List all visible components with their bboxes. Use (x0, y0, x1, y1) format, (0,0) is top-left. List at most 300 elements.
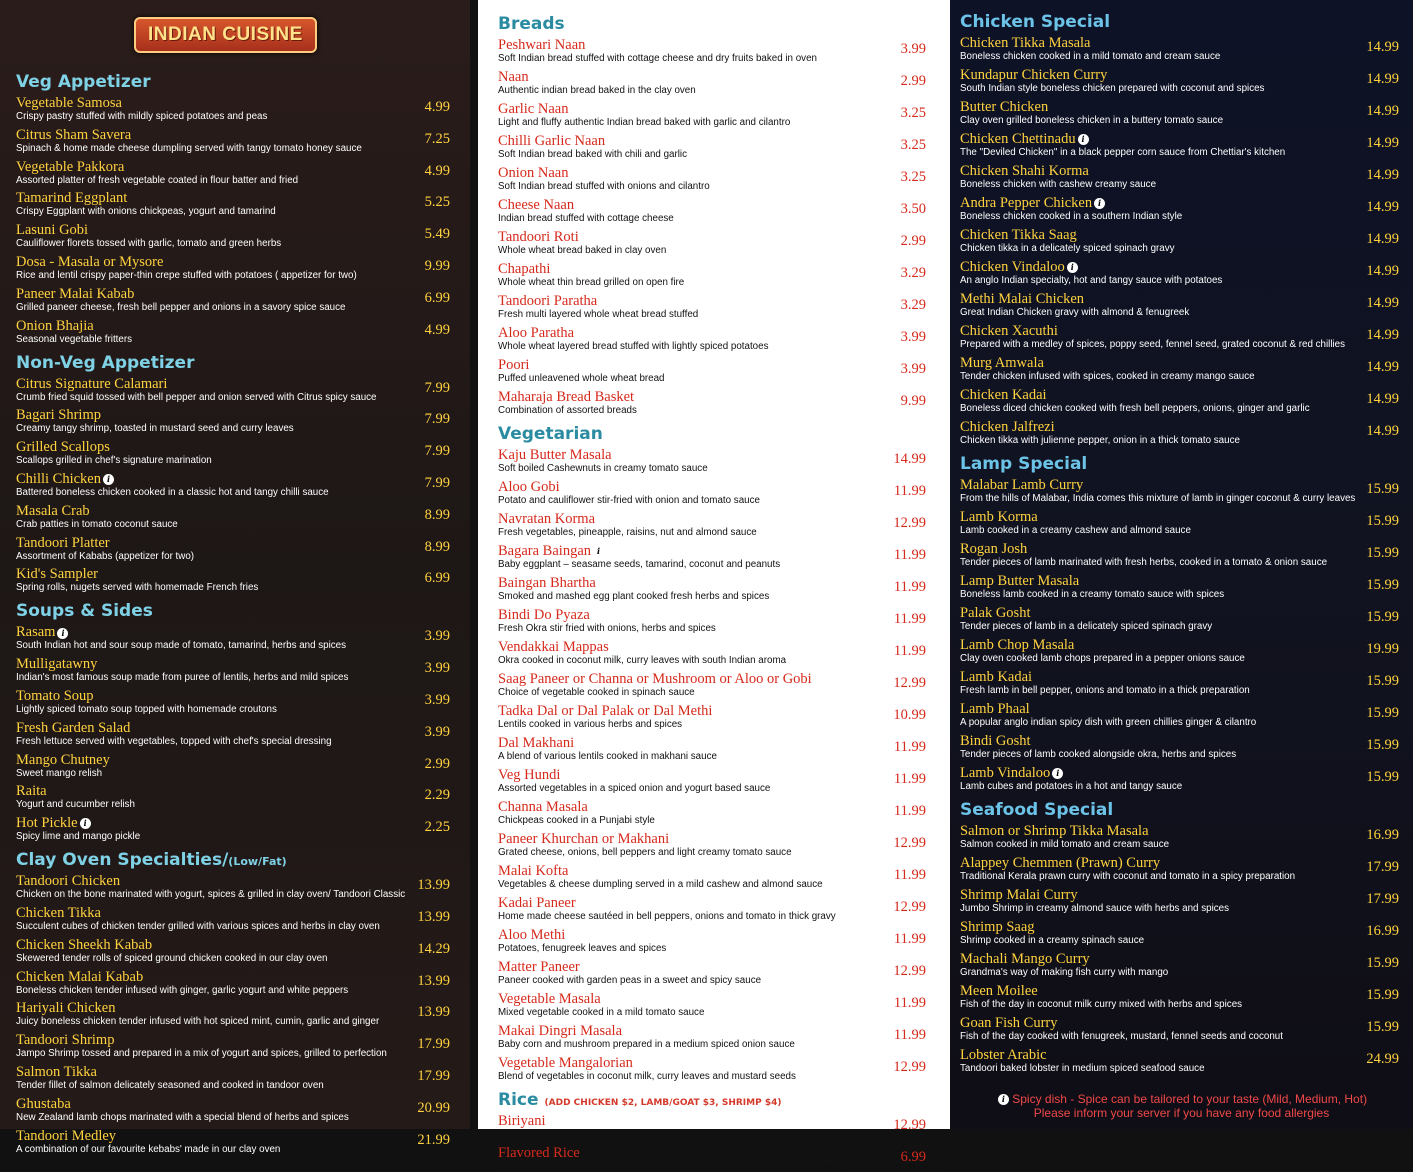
menu-item (498, 512, 930, 538)
dish-description: Assorted platter of fresh vegetable coated in flour batter and fried (16, 174, 299, 186)
menu-item (16, 504, 454, 530)
dish-price: 15.99 (1366, 577, 1399, 593)
spicy-note-line (960, 1092, 1403, 1106)
dish-name-line (498, 230, 878, 245)
dish-name-line (960, 984, 1351, 999)
section-title (16, 850, 454, 870)
dish-price: 11.99 (893, 611, 926, 627)
dish-price: 15.99 (1366, 513, 1399, 529)
dish-description: Vegetables & cheese dumpling served in a mild cashew and almond sauce (498, 879, 823, 890)
dish-description: Chickpeas cooked in a Punjabi style (498, 815, 655, 826)
dish-description: Boneless chicken cooked in a southern Indian style (960, 211, 1183, 222)
logo-area (16, 6, 454, 64)
dish-name: Shrimp Saag (960, 919, 1035, 935)
dish-description: Whole wheat thin bread grilled on open fire (498, 277, 685, 288)
menu-item (960, 574, 1403, 600)
menu-item (16, 160, 454, 186)
dish-description: Tender pieces of lamb in a delicately spiced spinach gravy (960, 621, 1213, 632)
dish-name: Lamb Kadai (960, 669, 1033, 685)
dish-name: Mulligatawny (16, 656, 98, 673)
dish-price: 14.99 (1366, 71, 1399, 87)
dish-price: 3.29 (900, 265, 926, 281)
dish-name-line (498, 70, 878, 85)
section-non-veg-appetizer (16, 353, 454, 594)
dish-name-line (960, 478, 1351, 493)
dish-name: Hot Pickle (16, 815, 78, 832)
dish-name: Tandoori Roti (498, 229, 579, 245)
dish-name: Chicken Malai Kabab (16, 968, 144, 985)
section-title (960, 12, 1403, 32)
dish-name-line (960, 888, 1351, 903)
dish-name-line (498, 198, 878, 213)
dish-description: Boneless chicken tender infused with ginger, garlic yogurt and white peppers (16, 984, 349, 996)
section-title-text: Non-Veg Appetizer (16, 352, 195, 373)
menu-item (16, 784, 454, 810)
dish-name: Flavored Rice (498, 1145, 580, 1161)
dish-description: Shrimp cooked in a creamy spinach sauce (960, 935, 1145, 946)
dish-description: Assorted vegetables in a spiced onion and yogurt based sauce (498, 783, 771, 794)
dish-price: 13.99 (417, 1004, 450, 1021)
dish-price: 11.99 (893, 579, 926, 595)
dish-price: 14.99 (1366, 423, 1399, 439)
dish-name-line (16, 753, 402, 768)
dish-price: 14.99 (893, 451, 926, 467)
dish-description: Fish of the day cooked with fenugreek, mustard, fennel seeds and coconut (960, 1031, 1283, 1042)
menu-item (960, 164, 1403, 190)
dish-price: 2.99 (900, 73, 926, 89)
dish-description: Fresh multi layered whole wheat bread stuffed (498, 309, 699, 320)
menu-item (16, 1065, 454, 1091)
dish-name-line (960, 324, 1351, 339)
dish-description: New Zealand lamb chops marinated with a special blend of herbs and spices (16, 1111, 349, 1123)
menu-item (16, 255, 454, 281)
dish-description: South Indian style boneless chicken prepared with coconut and spices (960, 83, 1265, 94)
menu-item (960, 670, 1403, 696)
menu-item (498, 448, 930, 474)
dish-price: 11.99 (893, 931, 926, 947)
dish-description: South Indian hot and sour soup made of tomato, tamarind, herbs and spices (16, 640, 347, 652)
menu-item (960, 228, 1403, 254)
menu-item (960, 542, 1403, 568)
section-chicken-special (960, 12, 1403, 446)
dish-price: 8.99 (424, 538, 450, 555)
menu-item (498, 262, 930, 288)
dish-price: 12.99 (893, 835, 926, 851)
dish-name-line (498, 390, 878, 405)
dish-name: Saag Paneer or Channa or Mushroom or Aloo or Gobi (498, 671, 812, 687)
dish-description: Baby eggplant – seasame seeds, tamarind, coconut and peanuts (498, 559, 781, 570)
dish-description: Home made cheese sautéed in bell peppers, onions and tomato in thick gravy (498, 911, 836, 922)
dish-name-line (960, 1016, 1351, 1031)
dish-name: Lamb Chop Masala (960, 637, 1075, 653)
dish-name: Tandoori Medley (16, 1127, 117, 1144)
dish-name-line (960, 824, 1351, 839)
dish-name: Tandoori Paratha (498, 293, 598, 309)
dish-name-line (960, 542, 1351, 557)
dish-name-line (498, 960, 878, 975)
dish-price: 15.99 (1366, 545, 1399, 561)
dish-name: Vegetable Mangalorian (498, 1055, 633, 1071)
dish-name: Channa Masala (498, 799, 588, 815)
dish-name: Onion Naan (498, 165, 569, 181)
dish-price: 5.49 (424, 226, 450, 243)
menu-item (960, 606, 1403, 632)
dish-name: Citrus Sham Savera (16, 126, 132, 143)
menu-item (498, 1024, 930, 1050)
dish-name-line (960, 574, 1351, 589)
dish-price: 13.99 (417, 972, 450, 989)
dish-description: Soft Indian bread baked with chili and garlic (498, 149, 687, 160)
dish-name: Rasam (16, 624, 56, 641)
dish-price: 2.29 (424, 787, 450, 804)
dish-price: 9.99 (900, 393, 926, 409)
dish-name: Lamb Phaal (960, 701, 1030, 717)
dish-name-line (960, 420, 1351, 435)
dish-name-line (498, 928, 878, 943)
dish-name: Chicken Vindaloo (960, 259, 1065, 275)
dish-name: Makai Dingri Masala (498, 1023, 623, 1039)
menu-item (498, 102, 930, 128)
menu-item (16, 625, 454, 651)
dish-price: 3.99 (900, 361, 926, 377)
dish-description: Assortment of Kababs (appetizer for two) (16, 550, 195, 562)
section-title-text: Rice (498, 1090, 539, 1110)
dish-price: 7.25 (424, 130, 450, 147)
dish-name-line (16, 191, 402, 206)
menu-item (16, 721, 454, 747)
dish-name-line (16, 1065, 402, 1080)
dish-description: Seasonal vegetable fritters (16, 333, 132, 345)
dish-description: Okra cooked in coconut milk, curry leaves with south Indian aroma (498, 655, 787, 666)
section-lamb-special (960, 454, 1403, 792)
dish-name-line (960, 228, 1351, 243)
dish-price: 4.99 (424, 321, 450, 338)
dish-description: From the hills of Malabar, India comes this mixture of lamb in ginger coconut & curry leaves (960, 493, 1356, 504)
dish-description: Light and fluffy authentic Indian bread baked with garlic and cilantro (498, 117, 791, 128)
menu-item (16, 440, 454, 466)
menu-item (498, 358, 930, 384)
menu-column-middle (478, 0, 950, 1172)
dish-name-line (498, 1056, 878, 1071)
dish-price: 15.99 (1366, 987, 1399, 1003)
menu-item (16, 753, 454, 779)
menu-item (960, 68, 1403, 94)
dish-price: 15.99 (1366, 955, 1399, 971)
dish-name: Chicken Tikka Saag (960, 227, 1077, 243)
dish-description: Yogurt and cucumber relish (16, 799, 135, 811)
dish-name-line (960, 766, 1351, 781)
dish-price: 14.99 (1366, 39, 1399, 55)
dish-description: Traditional Kerala prawn curry with coconut and tomato in a spicy preparation (960, 871, 1296, 882)
section-title-text: Lamp Special (960, 454, 1088, 474)
dish-name-line (16, 1129, 402, 1144)
dish-name-line (498, 896, 878, 911)
menu-item (960, 356, 1403, 382)
dish-description: Spinach & home made cheese dumpling served with tangy tomato honey sauce (16, 142, 362, 154)
dish-description: Authentic indian bread baked in the clay oven (498, 85, 696, 96)
menu-item (16, 319, 454, 345)
menu-item (960, 1048, 1403, 1074)
dish-description: Chicken tikka with julienne pepper, onion in a thick tomato sauce (960, 435, 1240, 446)
dish-price: 17.99 (1366, 891, 1399, 907)
dish-price: 3.25 (900, 169, 926, 185)
menu-item (16, 1001, 454, 1027)
dish-description: Jumbo Shrimp in creamy almond sauce with herbs and spices (960, 903, 1229, 914)
dish-name-line (498, 102, 878, 117)
dish-description: Potatoes, fenugreek leaves and spices (498, 943, 667, 954)
dish-name: Palak Gosht (960, 605, 1031, 621)
dish-name-line (498, 672, 878, 687)
dish-name-line (498, 992, 878, 1007)
menu-item (498, 896, 930, 922)
dish-price: 14.99 (1366, 295, 1399, 311)
dish-price: 15.99 (1366, 1019, 1399, 1035)
section-subtitle: (Low/Fat) (228, 855, 287, 869)
menu-item (498, 1056, 930, 1082)
dish-name-line (16, 440, 402, 455)
section-title-text: Seafood Special (960, 800, 1114, 820)
dish-description: Whole wheat bread baked in clay oven (498, 245, 667, 256)
dish-price: 12.99 (893, 899, 926, 915)
dish-price: 16.99 (1366, 827, 1399, 843)
menu-item (960, 638, 1403, 664)
dish-name-line (960, 920, 1351, 935)
dish-price: 14.99 (1366, 103, 1399, 119)
menu-item (960, 292, 1403, 318)
dish-description: Crumb fried squid tossed with bell pepper and onion served with Citrus spicy sauce (16, 391, 377, 403)
dish-name: Goan Fish Curry (960, 1015, 1058, 1031)
dish-name: Machali Mango Curry (960, 951, 1090, 967)
menu-item (498, 166, 930, 192)
menu-item (960, 36, 1403, 62)
dish-price: 5.25 (424, 194, 450, 211)
dish-name-line (16, 816, 402, 831)
dish-name: Paneer Malai Kabab (16, 285, 135, 302)
dish-price: 15.99 (1366, 737, 1399, 753)
menu-item (16, 223, 454, 249)
dish-name: Vegetable Samosa (16, 95, 122, 111)
dish-name: Tandoori Chicken (16, 873, 121, 890)
dish-description: Battered boneless chicken cooked in a classic hot and tangy chilli sauce (16, 486, 329, 498)
menu-column-left (0, 0, 470, 1155)
dish-price: 15.99 (1366, 769, 1399, 785)
menu-item (960, 420, 1403, 446)
dish-description: Layered Safron basmati rice with your choice of meat,with Citrus signature raita (498, 1129, 843, 1140)
dish-name: Kid's Sampler (16, 566, 98, 583)
spicy-note: Spicy dish - Spice can be tailored to your taste (Mild, Medium, Hot) (1012, 1092, 1368, 1106)
dish-name-line (498, 166, 878, 181)
dish-description: Indian's most famous soup made from puree of lentils, herbs and mild spices (16, 672, 349, 684)
section-vegetarian (498, 424, 930, 1082)
dish-price: 4.99 (424, 162, 450, 179)
dish-description: Clay oven grilled boneless chicken in a buttery tomato sauce (960, 115, 1224, 126)
dish-name-line (16, 160, 402, 175)
dish-name-line (498, 512, 878, 527)
dish-name-line (498, 608, 878, 623)
dish-description: Boneless chicken with cashew creamy sauce (960, 179, 1157, 190)
menu-item (960, 510, 1403, 536)
dish-price: 13.99 (417, 908, 450, 925)
dish-name: Shrimp Malai Curry (960, 887, 1078, 903)
dish-name: Kaju Butter Masala (498, 447, 612, 463)
section-title (498, 14, 930, 34)
dish-description: The "Deviled Chicken" in a black pepper corn sauce from Chettiar's kitchen (960, 147, 1286, 158)
menu-item (16, 567, 454, 593)
dish-name-line (498, 800, 878, 815)
menu-item (16, 377, 454, 403)
menu-item (16, 657, 454, 683)
dish-name-line (960, 670, 1351, 685)
dish-name-line (498, 768, 878, 783)
dish-name-line (16, 970, 402, 985)
section-title-text: Veg Appetizer (16, 72, 151, 92)
menu-item (16, 970, 454, 996)
dish-name-line (498, 480, 878, 495)
dish-price: 14.99 (1366, 199, 1399, 215)
dish-name: Vegetable Masala (498, 991, 601, 1007)
dish-name: Cheese Naan (498, 197, 575, 213)
menu-item (498, 736, 930, 762)
dish-name-line (498, 832, 878, 847)
dish-name: Malai Kofta (498, 863, 569, 879)
dish-name: Lasuni Gobi (16, 222, 89, 239)
menu-item (960, 766, 1403, 792)
dish-description: Whole wheat layered bread stuffed with lightly spiced potatoes (498, 341, 769, 352)
dish-price: 13.99 (417, 877, 450, 894)
dish-price: 11.99 (893, 643, 926, 659)
dish-description: Combination of assorted breads (498, 405, 637, 416)
menu-item (498, 1145, 942, 1172)
dish-description: Lamb cooked in a creamy cashew and almond sauce (960, 525, 1191, 536)
dish-name-line (16, 721, 402, 736)
section-title (960, 454, 1403, 474)
dish-description: Prepared with a medley of spices, poppy seed, fennel seed, grated coconut & red chillies (960, 339, 1346, 350)
spicy-icon: i (1067, 262, 1078, 273)
dish-description: Boneless diced chicken cooked with fresh bell peppers, onions, ginger and garlic (960, 403, 1310, 414)
menu-item (960, 260, 1403, 286)
dish-description: Cauliflower florets tossed with garlic, tomato and green herbs (16, 238, 282, 250)
dish-name: Bindi Do Pyaza (498, 607, 590, 623)
dish-name: Chicken Jalfrezi (960, 419, 1055, 435)
dish-price: 12.99 (893, 963, 926, 979)
dish-name-line (16, 223, 402, 238)
dish-description: Crispy Eggplant with onions chickpeas, yogurt and tamarind (16, 206, 276, 218)
menu-item (498, 38, 930, 64)
dish-price: 12.99 (893, 675, 926, 691)
dish-name-line (498, 864, 878, 879)
section-soups-sides (16, 601, 454, 842)
dish-price: 3.99 (900, 41, 926, 57)
dish-name: Chicken Xacuthi (960, 323, 1058, 339)
menu-item (960, 196, 1403, 222)
menu-item (16, 1033, 454, 1059)
section-title-text: Soups & Sides (16, 601, 153, 622)
dish-name: Bagara Baingan (498, 543, 592, 559)
dish-name-line (960, 510, 1351, 525)
dish-description: Spicy lime and mango pickle (16, 831, 141, 843)
dish-price: 11.99 (893, 483, 926, 499)
section-subtitle: (ADD CHICKEN $2, LAMB/GOAT $3, SHRIMP $4) (544, 1098, 782, 1108)
dish-name: Aloo Methi (498, 927, 566, 943)
menu-item (498, 326, 930, 352)
menu-item (960, 702, 1403, 728)
dish-price: 17.99 (1366, 859, 1399, 875)
dish-price: 6.99 (424, 289, 450, 306)
dish-name: Tandoori Shrimp (16, 1032, 115, 1049)
dish-price: 4.99 (424, 99, 450, 115)
dish-description: A combination of our favourite kebabs' made in our clay oven (16, 1143, 281, 1155)
spicy-icon: i (57, 628, 68, 639)
dish-name-line (16, 128, 402, 143)
dish-name: Baingan Bhartha (498, 575, 596, 591)
menu-item (498, 576, 930, 602)
dish-name: Salmon or Shrimp Tikka Masala (960, 823, 1149, 839)
dish-description: Boneless lamb cooked in a creamy tomato sauce with spices (960, 589, 1225, 600)
dish-price: 7.99 (424, 411, 450, 428)
dish-price: 2.25 (424, 819, 450, 836)
section-title-text: Chicken Special (960, 12, 1111, 32)
dish-description: A popular anglo indian spicy dish with green chillies ginger & cilantro (960, 717, 1257, 728)
menu-item (16, 1097, 454, 1123)
dish-description: Grated cheese, onions, bell peppers and light creamy tomato sauce (498, 847, 792, 858)
dish-description: Soft Indian bread stuffed with onions and cilantro (498, 181, 710, 192)
dish-price: 11.99 (893, 739, 926, 755)
dish-name-line (498, 448, 878, 463)
menu-item (960, 856, 1403, 882)
dish-name-line (498, 576, 878, 591)
dish-price: 7.99 (424, 474, 450, 491)
dish-description: An anglo Indian specialty, hot and tangy sauce with potatoes (960, 275, 1223, 286)
dish-price: 14.99 (1366, 327, 1399, 343)
menu-item (498, 230, 930, 256)
menu-item (16, 906, 454, 932)
dish-price: 21.99 (417, 1131, 450, 1148)
dish-description: Jampo Shrimp tossed and prepared in a mix of yogurt and spices, grilled to perfection (16, 1048, 387, 1060)
dish-name: Aloo Gobi (498, 479, 560, 495)
dish-name-line (16, 472, 402, 487)
dish-price: 3.50 (900, 201, 926, 217)
menu-item (498, 800, 930, 826)
dish-name-line (16, 1097, 402, 1112)
menu-item (960, 478, 1403, 504)
dish-name-line (16, 287, 402, 302)
dish-description: Fresh vegetables, pineapple, raisins, nut and almond sauce (498, 527, 757, 538)
menu-item (16, 689, 454, 715)
dish-price: 15.99 (1366, 609, 1399, 625)
dish-name: Chicken Tikka (16, 904, 101, 921)
dish-price: 3.25 (900, 137, 926, 153)
menu-item (16, 287, 454, 313)
dish-price: 16.99 (1366, 923, 1399, 939)
dish-description: Tender pieces of lamb cooked alongside okra, herbs and spices (960, 749, 1237, 760)
dish-name-line (498, 358, 878, 373)
dish-price: 17.99 (417, 1067, 450, 1084)
section-seafood-special (960, 800, 1403, 1074)
spicy-icon: i (103, 474, 114, 485)
dish-name-line (16, 255, 402, 270)
menu-item (498, 390, 930, 416)
dish-name: Maharaja Bread Basket (498, 389, 635, 405)
dish-name: Kadai Paneer (498, 895, 576, 911)
dish-name-line (960, 196, 1351, 211)
menu-item (498, 134, 930, 160)
dish-name-line (498, 294, 878, 309)
dish-name-line (498, 1024, 878, 1039)
dish-name-line (960, 164, 1351, 179)
section-title (16, 601, 454, 621)
dish-description: (Coconut, tamarind, tomato, lemon & cumin) Aromatic basmati rice infused with your selection of flavor (498, 1161, 942, 1172)
dish-price: 11.99 (893, 803, 926, 819)
